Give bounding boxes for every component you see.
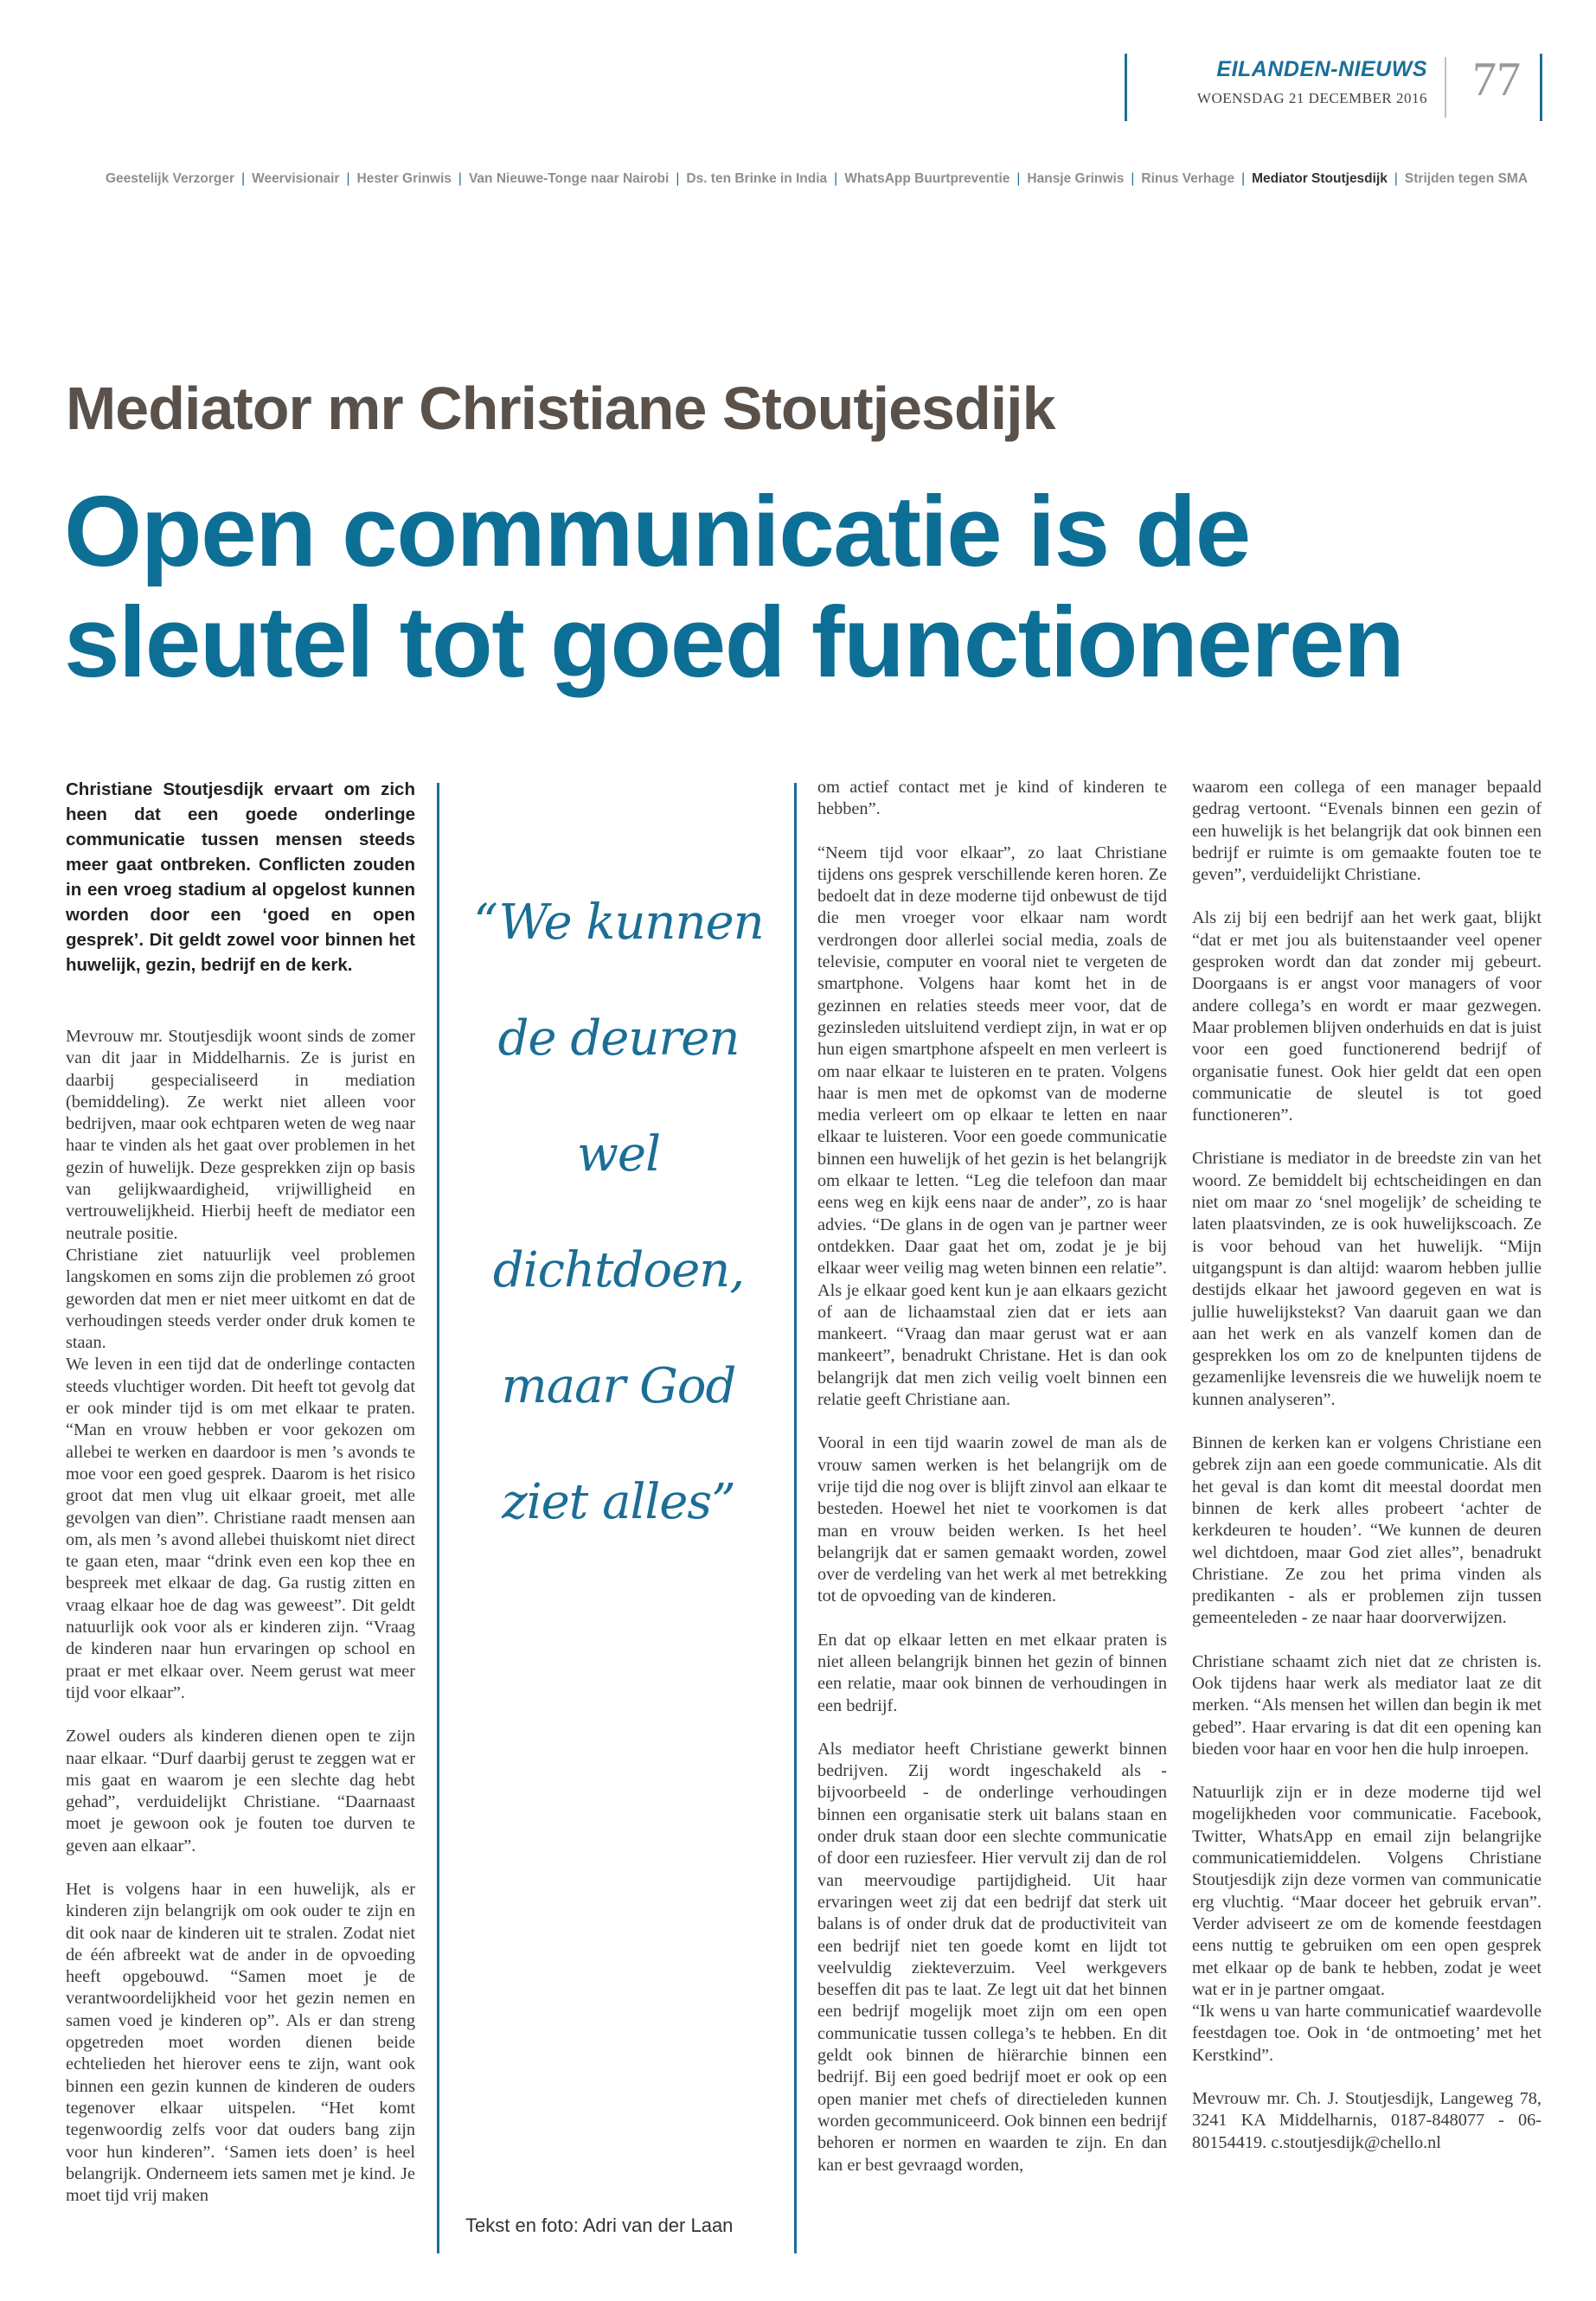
paragraph: Christiane is mediator in de breedste zin van het woord. Ze bemiddelt bij echtscheidingen en dan niet om maar zo ‘snel mogelijk’ de scheiding te laten plaatsvinden, ze is ook huwelijkscoach. Ze is voor behoud van het huwelijk. “Mijn uitgangspunt is dan altijd: waarom hebben jullie destijds elkaar het jawoord gegeven en wat is jullie huwelijkstekst? Van daaruit gaan we dan aan het werk en als vanzelf komen dan de gesprekken los om zo de knelpunten tijdens de gezamenlijke levensreis die we huwelijk noem te kunnen analyseren”.: [1192, 1149, 1542, 1409]
nav-separator: |: [676, 171, 680, 186]
paragraph: “Ik wens u van harte communicatief waardevolle feestdagen toe. Ook in ‘de ontmoeting’ met het Kerstkind”.: [1192, 2002, 1542, 2065]
paragraph: Christiane schaamt zich niet dat ze christen is. Ook tijdens haar werk als mediator laat ze dit merken. “Als mensen het willen dan begin ik met gebed”. Haar ervaring is dat dit een opening kan bieden voor haar en voor hen die hulp inroepen.: [1192, 1651, 1542, 1759]
masthead-right-rule: [1540, 54, 1542, 121]
paragraph: En dat op elkaar letten en met elkaar praten is niet alleen belangrijk binnen het gezin of binnen een relatie, maar ook binnen de verhoudingen in een bedrijf.: [817, 1630, 1167, 1715]
nav-separator: |: [1241, 171, 1246, 186]
nav-separator: |: [834, 171, 838, 186]
nav-item[interactable]: Rinus Verhage: [1141, 171, 1235, 186]
nav-item[interactable]: Hansje Grinwis: [1027, 171, 1125, 186]
photo-credit: Tekst en foto: Adri van der Laan: [465, 2214, 734, 2236]
nav-separator: |: [241, 171, 246, 186]
masthead-divider: [1445, 57, 1446, 118]
masthead-left-rule: [1125, 54, 1127, 121]
paragraph: “Neem tijd voor elkaar”, zo laat Christiane tijdens ons gesprek verschillende keren horen. Ze bedoelt dat in deze moderne tijd onbewust de tijd die men vroeger voor elkaar nam wordt verdrongen door allerlei social media, zoals de televisie, computer en vooral niet te vergeten de smartphone. Volgens haar komt het in de gezinnen en relaties steeds meer voor, dat de gezinsleden uitsluitend verdiept zijn, in wat er op hun eigen smartphone afspeelt en men verleert is om naar elkaar te luisteren en te praten. Volgens haar is men met de opkomst van de moderne media verleert om op elkaar te letten en naar elkaar te luisteren. Voor een goede communicatie binnen een huwelijk of het gezin is het belangrijk om elkaar te letten. “Leg die telefoon dan maar eens weg en kijk eens naar de ander”, zo is haar advies. “De glans in de ogen van je partner weer ontdekken. Daar gaat het om, zodat je je bij elkaar weer veilig mag weten binnen een relatie”. Als je elkaar goed kent kun je aan elkaars gezicht of aan de lichaamstaal zien dat er iets aan mankeert. “Vraag dan maar gerust wat er aan mankeert”, benadrukt Christane. Het is dan ook belangrijk dat men zich veilig voelt binnen een relatie geeft Christiane aan.: [817, 843, 1167, 1410]
issue-date: WOENSDAG 21 DECEMBER 2016: [1196, 90, 1427, 106]
section-nav: [106, 171, 1529, 187]
nav-item[interactable]: Hester Grinwis: [356, 171, 452, 186]
paragraph: Als zij bij een bedrijf aan het werk gaat, blijkt “dat er met jou als buitenstaander veel opener gesproken wordt dan dat zonder mij gebeurt. Doorgaans is er angst voor managers of voor andere collega’s en wordt er maar gezwegen. Maar problemen blijven onderhuids en dat is juist voor een goed functionerend bedrijf of organisatie funest. Ook hier geldt dat een open communicatie de sleutel is tot goed functioneren”.: [1192, 908, 1542, 1125]
column-3: [817, 777, 1167, 2198]
nav-item[interactable]: Weervisionair: [252, 171, 340, 186]
paragraph: Christiane ziet natuurlijk veel problemen langskomen en soms zijn die problemen zó groot geworden dat men er niet meer uitkomt en dat de verhoudingen steeds verder onder druk komen te staan.: [66, 1245, 415, 1353]
nav-item[interactable]: Strijden tegen SMA: [1404, 171, 1529, 186]
nav-separator: |: [346, 171, 350, 186]
nav-separator: |: [458, 171, 462, 186]
nav-item[interactable]: WhatsApp Buurtpreventie: [844, 171, 1010, 186]
nav-item[interactable]: Mediator Stoutjesdijk: [1252, 171, 1388, 186]
paragraph: Als mediator heeft Christiane gewerkt binnen bedrijven. Zij wordt ingeschakeld als - bijvoorbeeld - de onderlinge verhoudingen binnen een organisatie sterk uit balans staan en onder druk staan door een slechte communicatie of door een ruziesfeer. Hier vervult zij dan de rol van meervoudige partijdigheid. Uit haar ervaringen weet zij dat een bedrijf dat sterk uit balans is of onder druk dat de productiviteit van een bedrijf niet ten goede komt en lijdt tot veelvuldig ziekteverzuim. Veel werkgevers beseffen dit pas te laat. Ze legt uit dat het binnen een bedrijf mogelijk moet zijn om een open communicatie tussen collega’s te hebben. En dit geldt ook binnen de hiërarchie binnen een bedrijf. Bij een goed bedrijf moet er ook op een open manier met chefs of directieleden kunnen worden gecommuniceerd. Ook binnen een bedrijf behoren er normen en waarden te zijn. En dan kan er best gevraagd worden,: [817, 1739, 1167, 2175]
paragraph: Vooral in een tijd waarin zowel de man als de vrouw samen werken is het belangrijk om de vrije tijd die nog over is blijft zinvol aan elkaar te besteden. Hoewel het niet te voorkomen is dat man en vrouw beiden werken. Is het heel belangrijk dat er samen gemaakt worden, zowel over de verdeling van het werk al met betrekking tot de opvoeding van de kinderen.: [817, 1433, 1167, 1606]
paragraph: Mevrouw mr. Stoutjesdijk woont sinds de zomer van dit jaar in Middelharnis. Ze is jurist en daarbij gespecialiseerd in mediation (bemiddeling). Ze werkt niet alleen voor bedrijven, maar ook echtparen weten de weg naar haar te vinden als het gaat over problemen in het gezin of huwelijk. Deze gesprekken zijn op basis van gelijkwaardigheid, vrijwilligheid en vertrouwelijkheid. Hierbij heeft de mediator een neutrale positie.: [66, 1027, 415, 1243]
nav-separator: |: [1394, 171, 1398, 186]
article-intro: Christiane Stoutjesdijk ervaart om zich heen dat een goede onderlinge communicatie tussen mensen steeds meer gaat ontbreken. Conflicten zouden in een vroeg stadium al opgelost kunnen worden door een ‘goed en open gesprek’. Dit geldt zowel voor binnen het huwelijk, gezin, bedrijf en de kerk.: [66, 779, 415, 975]
article-headline: Open communicatie is de sleutel tot goed functioneren: [64, 475, 1404, 698]
column-rule-left: [437, 783, 439, 2253]
paragraph: We leven in een tijd dat de onderlinge contacten steeds vluchtiger worden. Dit heeft tot gevolg dat er ook minder tijd is om met elkaar te praten. “Man en vrouw hebben er voor gekozen om allebei te werken en daardoor is men ’s avonds te moe voor een goed gesprek. Daarom is het risico groot dat men vlug uit elkaar groeit, met alle gevolgen van dien”. Christiane raadt mensen aan om, als men ’s avond allebei thuiskomt niet direct te gaan eten, maar “drink even een kop thee en bespreek met elkaar de dag. Ga rustig zitten en vraag elkaar hoe de dag was geweest”. Dit geldt natuurlijk ook voor als er kinderen zijn. “Vraag de kinderen naar hun ervaringen op school en praat er met elkaar over. Neem gerust wat meer tijd voor elkaar”.: [66, 1355, 415, 1702]
column-rule-right: [794, 783, 797, 2253]
page-number: 77: [1472, 53, 1521, 106]
masthead: [1125, 54, 1548, 121]
paragraph: Zowel ouders als kinderen dienen open te zijn naar elkaar. “Durf daarbij gerust te zeggen wat er mis gaat en waarom je een slechte dag hebt gehad”, verduidelijkt Christiane. “Daarnaast moet je gewoon ook je fouten toe durven te geven aan elkaar”.: [66, 1727, 415, 1856]
nav-item[interactable]: Ds. ten Brinke in India: [686, 171, 828, 186]
nav-separator: |: [1131, 171, 1135, 186]
nav-item[interactable]: Geestelijk Verzorger: [106, 171, 235, 186]
newspaper-logo: EILANDEN-NIEUWS: [1216, 57, 1427, 81]
paragraph: waarom een collega of een manager bepaald gedrag vertoont. “Evenals binnen een gezin of een huwelijk is het belangrijk dat ook binnen een bedrijf er ruimte is om gemaakte fouten toe te geven”, verduidelijkt Christiane.: [1192, 778, 1542, 885]
paragraph: Natuurlijk zijn er in deze moderne tijd wel mogelijkheden voor communicatie. Facebook, Twitter, WhatsApp en email zijn belangrijke communicatiemiddelen. Volgens Christiane Stoutjesdijk zijn deze vormen van communicatie erg vluchtig. “Maar doceer het gebruik ervan”. Verder adviseert ze om de komende feestdagen eens nuttig te gebruiken om een open gesprek met elkaar op de bank te hebben, zodat je weet wat er in je partner omgaat.: [1192, 1783, 1542, 1999]
nav-item[interactable]: Van Nieuwe-Tonge naar Nairobi: [468, 171, 670, 186]
nav-separator: |: [1016, 171, 1021, 186]
paragraph: om actief contact met je kind of kinderen te hebben”.: [817, 778, 1167, 819]
article-subtitle: Mediator mr Christiane Stoutjesdijk: [66, 375, 1055, 442]
column-1: [66, 777, 415, 2228]
column-4: [1192, 777, 1542, 2176]
contact-info: Mevrouw mr. Ch. J. Stoutjesdijk, Langeweg 78, 3241 KA Middelharnis, 0187-848077 - 06-80154419. c.stoutjesdijk@chello.nl: [1192, 2089, 1542, 2152]
pull-quote: “We kunnen de deuren wel dichtdoen, maar God ziet alles”: [473, 894, 764, 1530]
paragraph: Binnen de kerken kan er volgens Christiane een gebrek zijn aan een goede communicatie. Als dit het geval is dan komt dit meestal doordat men binnen de kerk alles probeert ‘achter de kerkdeuren te houden’. “We kunnen de deuren wel dichtdoen, maar God ziet alles”, benadrukt Christiane. Ze zou het prima vinden als predikanten - als er problemen zijn tussen gemeenteleden - ze naar haar doorverwijzen.: [1192, 1433, 1542, 1628]
paragraph: Het is volgens haar in een huwelijk, als er kinderen zijn belangrijk om ook ouder te zijn en dit ook naar de kinderen uit te stralen. Zodat niet de één afbreekt wat de ander in de opvoeding heeft opgebouwd. “Samen moet je de verantwoordelijkheid voor het gezin nemen en samen voed je kinderen op”. Als er dan streng opgetreden moet worden dienen beide echtelieden het hierover eens te zijn, want ook binnen een gezin kunnen de kinderen de ouders tegenover elkaar uitspelen. “Het komt tegenwoordig zelfs voor dat ouders bang zijn voor hun kinderen”. ‘Samen iets doen’ is heel belangrijk. Onderneem iets samen met je kind. Je moet tijd vrij maken: [66, 1879, 415, 2206]
